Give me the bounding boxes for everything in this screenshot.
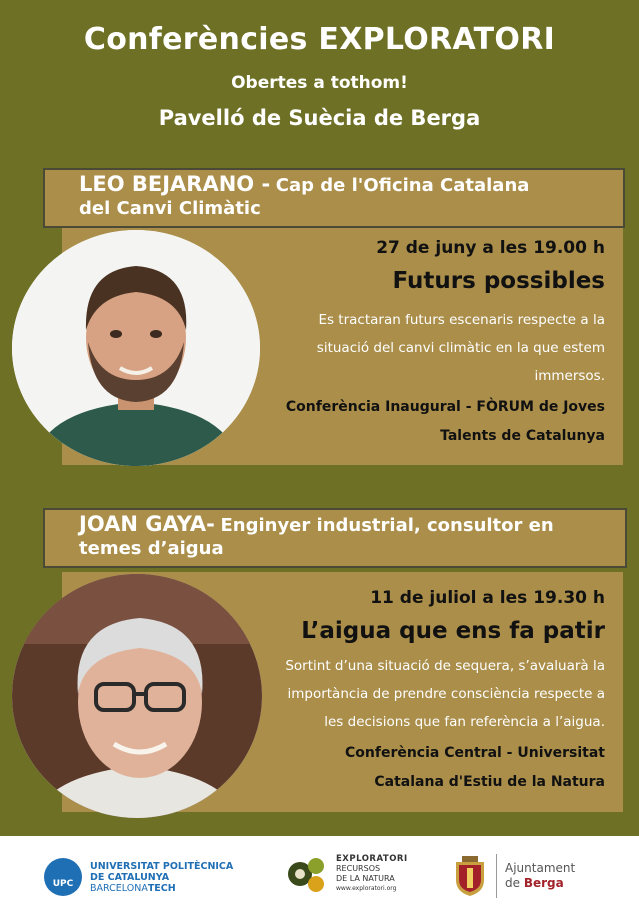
talk-title: L’aigua que ens fa patir [301, 618, 605, 644]
exploratori-name: EXPLORATORI RECURSOS DE LA NATURA www.exploratori.org [336, 854, 408, 892]
ajuntament-name: Ajuntament de Berga [505, 861, 576, 890]
poster-subtitle: Obertes a tothom! [231, 73, 408, 93]
talk-event: Conferència Central - Universitat Catalana d'Estiu de la Natura [345, 745, 605, 790]
speaker-bar-2 [43, 508, 627, 568]
exploratori-logo-icon [286, 854, 330, 894]
exploratori-logo-block [286, 854, 408, 894]
talk-details-1 [285, 238, 605, 451]
berga-coat-of-arms-icon [450, 854, 490, 898]
speaker-role-cont: temes d’aigua [79, 537, 224, 559]
talk-date: 11 de juliol a les 19.30 h [370, 588, 605, 608]
sponsor-footer [0, 836, 639, 909]
poster-title: Conferències EXPLORATORI [83, 22, 556, 57]
speaker-role: Enginyer industrial, consultor en [220, 515, 554, 536]
speaker-name: JOAN GAYA- [79, 512, 215, 536]
speaker-bar-1 [43, 168, 625, 228]
speaker-photo-1 [12, 230, 260, 466]
talk-event: Conferència Inaugural - FÒRUM de Joves Talents de Catalunya [285, 399, 605, 444]
talk-date: 27 de juny a les 19.00 h [376, 238, 605, 258]
speaker-name: LEO BEJARANO - [79, 172, 271, 196]
talk-details-2 [245, 588, 605, 797]
talk-description: Sortint d’una situació de sequera, s’avaluarà la importància de prendre consciència respecte a les decisions que fan referència a l’aigua. [285, 658, 605, 730]
ajuntament-logo-block [450, 854, 575, 898]
upc-name: UNIVERSITAT POLITÈCNICA DE CATALUNYA BARCELONATECH [90, 860, 234, 894]
logo-divider [496, 854, 497, 898]
poster-venue: Pavelló de Suècia de Berga [158, 106, 481, 130]
talk-title: Futurs possibles [392, 268, 605, 294]
speaker-role: Cap de l'Oficina Catalana [275, 175, 530, 196]
talk-description: Es tractaran futurs escenaris respecte a la situació del canvi climàtic en la que estem immersos. [316, 312, 605, 384]
portrait-man-beard-icon [12, 230, 260, 466]
portrait-man-glasses-icon [12, 574, 262, 818]
speaker-role-cont: del Canvi Climàtic [79, 197, 261, 219]
speaker-photo-2 [12, 574, 262, 818]
upc-logo-block [44, 858, 233, 896]
upc-logo-icon: UPC [44, 858, 82, 896]
